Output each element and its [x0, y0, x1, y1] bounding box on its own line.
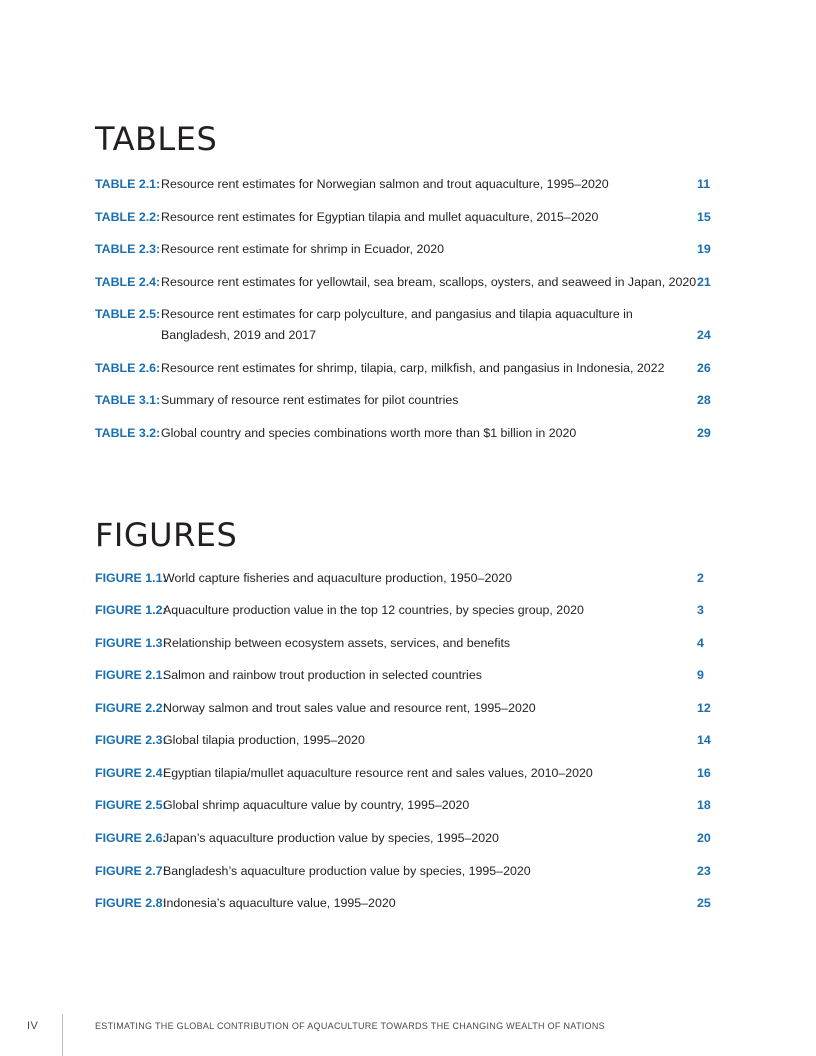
figure-page-number: 23: [697, 864, 711, 878]
table-label: TABLE 2.1:: [95, 177, 161, 191]
figure-page-number: 18: [697, 798, 711, 812]
table-page-number: 19: [697, 242, 711, 256]
tables-heading: TABLES: [95, 120, 218, 158]
table-label: TABLE 2.2:: [95, 210, 161, 224]
table-label: TABLE 2.6:: [95, 361, 161, 375]
footer-divider: [62, 1014, 63, 1056]
figure-label: FIGURE 2.2:: [95, 701, 167, 715]
table-page-number: 26: [697, 361, 711, 375]
figure-title: Global tilapia production, 1995–2020: [163, 733, 365, 747]
footer-page-number: IV: [27, 1020, 39, 1032]
table-title: Resource rent estimates for Egyptian tilapia and mullet aquaculture, 2015–2020: [161, 210, 599, 224]
table-title: Resource rent estimate for shrimp in Ecuador, 2020: [161, 242, 445, 256]
table-title: Resource rent estimates for yellowtail, sea bream, scallops, oysters, and seaweed in Japan, 2020: [161, 275, 697, 289]
figure-label: FIGURE 2.5:: [95, 798, 167, 812]
figure-label: FIGURE 1.2:: [95, 603, 167, 617]
table-label: TABLE 3.1:: [95, 393, 161, 407]
table-label: TABLE 2.5:: [95, 307, 161, 321]
figure-page-number: 16: [697, 766, 711, 780]
figure-title: Relationship between ecosystem assets, services, and benefits: [163, 636, 511, 650]
figure-label: FIGURE 2.1:: [95, 668, 167, 682]
table-page-number: 24: [697, 328, 711, 342]
table-title: Resource rent estimates for shrimp, tilapia, carp, milkfish, and pangasius in Indonesia, 2022: [161, 361, 665, 375]
figure-page-number: 25: [697, 896, 711, 910]
table-page-number: 11: [697, 177, 711, 191]
figure-label: FIGURE 2.4:: [95, 766, 167, 780]
table-label: TABLE 2.4:: [95, 275, 161, 289]
figure-title: World capture fisheries and aquaculture production, 1950–2020: [163, 571, 513, 585]
figure-label: FIGURE 2.7:: [95, 864, 167, 878]
table-title: Resource rent estimates for Norwegian salmon and trout aquaculture, 1995–2020: [161, 177, 609, 191]
figure-title: Japan’s aquaculture production value by species, 1995–2020: [163, 831, 499, 845]
figure-label: FIGURE 1.3:: [95, 636, 167, 650]
figure-page-number: 14: [697, 733, 711, 747]
figure-page-number: 9: [697, 668, 704, 682]
table-title: Global country and species combinations worth more than $1 billion in 2020: [161, 426, 577, 440]
table-page-number: 28: [697, 393, 711, 407]
table-label: TABLE 2.3:: [95, 242, 161, 256]
table-page-number: 21: [697, 275, 711, 289]
figure-label: FIGURE 1.1:: [95, 571, 167, 585]
figure-page-number: 20: [697, 831, 711, 845]
table-page-number: 29: [697, 426, 711, 440]
figure-label: FIGURE 2.3:: [95, 733, 167, 747]
figure-title: Salmon and rainbow trout production in selected countries: [163, 668, 482, 682]
table-title: Resource rent estimates for carp polyculture, and pangasius and tilapia aquaculture in Bangladesh, 2019 and 2017: [161, 307, 633, 342]
figure-page-number: 2: [697, 571, 704, 585]
figure-title: Norway salmon and trout sales value and resource rent, 1995–2020: [163, 701, 536, 715]
figure-label: FIGURE 2.8:: [95, 896, 167, 910]
figure-page-number: 12: [697, 701, 711, 715]
figure-title: Egyptian tilapia/mullet aquaculture resource rent and sales values, 2010–2020: [163, 766, 593, 780]
figure-label: FIGURE 2.6:: [95, 831, 167, 845]
table-title: Summary of resource rent estimates for pilot countries: [161, 393, 459, 407]
table-page-number: 15: [697, 210, 711, 224]
table-label: TABLE 3.2:: [95, 426, 161, 440]
figure-title: Indonesia’s aquaculture value, 1995–2020: [163, 896, 396, 910]
footer-running-title: ESTIMATING THE GLOBAL CONTRIBUTION OF AQUACULTURE TOWARDS THE CHANGING WEALTH OF NATIONS: [95, 1021, 605, 1031]
figure-page-number: 3: [697, 603, 704, 617]
figure-title: Bangladesh’s aquaculture production value by species, 1995–2020: [163, 864, 531, 878]
figures-heading: FIGURES: [95, 516, 238, 554]
figure-title: Aquaculture production value in the top 12 countries, by species group, 2020: [163, 603, 584, 617]
figure-page-number: 4: [697, 636, 704, 650]
figure-title: Global shrimp aquaculture value by country, 1995–2020: [163, 798, 470, 812]
